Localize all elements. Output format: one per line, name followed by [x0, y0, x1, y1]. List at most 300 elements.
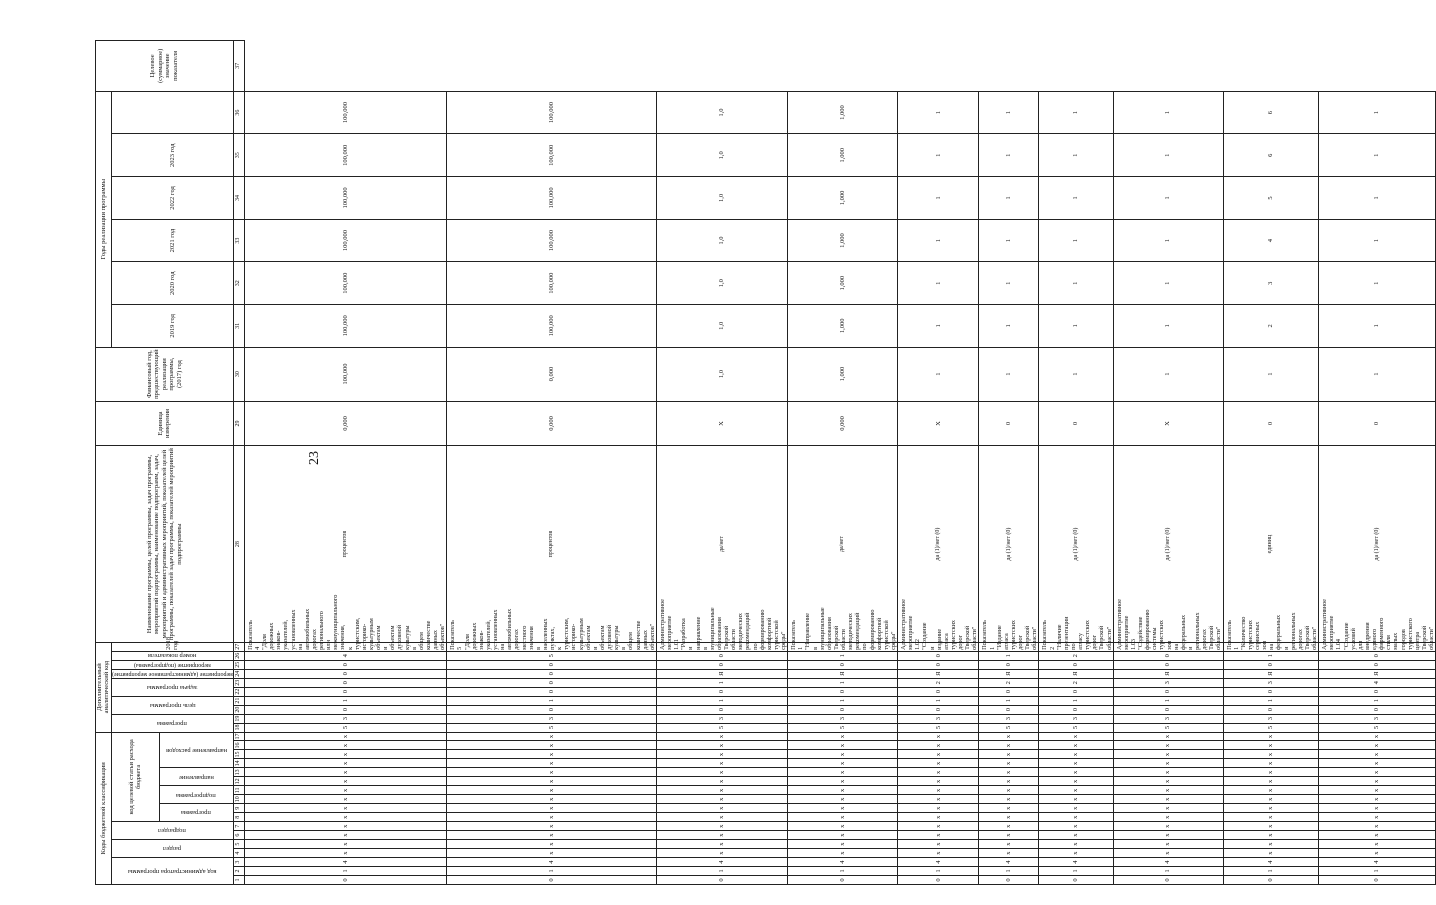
column-number: 16	[233, 741, 244, 750]
row-year-value: 1	[1113, 347, 1223, 401]
code-cell: х	[1039, 813, 1113, 822]
code-cell: х	[656, 777, 787, 786]
column-number: 19	[233, 714, 244, 723]
code-cell: х	[1223, 822, 1319, 831]
table-row	[447, 41, 657, 885]
code-cell: 5	[1039, 723, 1113, 732]
code-cell: х	[447, 786, 657, 795]
code-cell: Я	[788, 669, 898, 678]
row-name: Показатель 1 "Издание атласа туристских дорог Тверской области"	[979, 642, 1039, 651]
code-cell: 1	[656, 867, 787, 876]
row-name: Административное мероприятие 1.01 "Разработка и направление в муниципальные образования Тверской области методических рекомендаций по формированию комфортной туристской среды"	[656, 642, 787, 651]
code-cell: х	[656, 759, 787, 768]
row-year-value: 1	[1113, 305, 1223, 348]
code-cell: х	[656, 822, 787, 831]
code-cell: х	[656, 795, 787, 804]
column-number: 13	[233, 768, 244, 777]
row-year-value: 1	[1319, 305, 1436, 348]
code-cell: 4	[244, 858, 447, 867]
row-unit: да (1)/нет (0)	[1319, 446, 1436, 642]
code-cell: х	[244, 768, 447, 777]
code-cell: х	[1039, 786, 1113, 795]
code-cell: 0	[447, 669, 657, 678]
row-year-value: 1	[1113, 262, 1223, 305]
code-cell: х	[1113, 741, 1223, 750]
code-cell: 0	[788, 660, 898, 669]
row-year-value: 1	[979, 177, 1039, 220]
code-cell: х	[788, 732, 898, 741]
row-base-value: Х	[1113, 401, 1223, 446]
row-year-value: 1	[1319, 219, 1436, 262]
code-cell: х	[656, 831, 787, 840]
code-cell: Я	[898, 669, 979, 678]
csr-direction-expenses: направление расходов	[159, 732, 233, 768]
code-cell: 2	[1039, 651, 1113, 660]
table-row	[788, 41, 898, 885]
code-cell: х	[1223, 750, 1319, 759]
code-cell: х	[1113, 822, 1223, 831]
code-cell: 1	[244, 696, 447, 705]
add-col-goal: цель программы	[111, 696, 233, 714]
code-cell: х	[788, 750, 898, 759]
row-year-value: 1	[1113, 219, 1223, 262]
code-cell: 0	[979, 660, 1039, 669]
code-cell: х	[1319, 795, 1436, 804]
code-cell: 0	[656, 705, 787, 714]
code-cell: х	[979, 750, 1039, 759]
code-cell: х	[447, 822, 657, 831]
row-unit: да (1)/нет (0)	[1113, 446, 1223, 642]
column-number: 14	[233, 759, 244, 768]
code-cell: х	[656, 849, 787, 858]
row-base-value: 0	[979, 401, 1039, 446]
code-cell: 3	[1039, 714, 1113, 723]
code-cell: х	[1319, 777, 1436, 786]
code-cell: х	[898, 786, 979, 795]
code-cell: х	[656, 804, 787, 813]
code-cell: х	[1319, 804, 1436, 813]
code-cell: 0	[447, 687, 657, 696]
row-year-value: 1	[979, 134, 1039, 177]
code-cell: 3	[1113, 714, 1223, 723]
code-cell: 1	[788, 696, 898, 705]
base-year-header: Финансовый год, предшествующий реализации программы, (2017) год	[96, 347, 234, 401]
code-cell: 5	[656, 723, 787, 732]
code-cell: х	[788, 795, 898, 804]
code-cell: х	[1319, 750, 1436, 759]
row-year-value: 1,000	[788, 305, 898, 348]
code-cell: х	[656, 741, 787, 750]
row-base-value: 0,000	[447, 401, 657, 446]
code-cell: 0	[1113, 660, 1223, 669]
row-year-value: 100,000	[244, 177, 447, 220]
row-year-value: 100,000	[244, 134, 447, 177]
code-cell: х	[1039, 750, 1113, 759]
row-year-value: 6	[1223, 134, 1319, 177]
code-cell: х	[1113, 840, 1223, 849]
row-year-value: 100,000	[244, 219, 447, 262]
code-cell: 0	[979, 876, 1039, 885]
code-cell: 0	[656, 651, 787, 660]
code-cell: х	[898, 741, 979, 750]
code-cell: х	[979, 822, 1039, 831]
code-cell: 1	[1223, 696, 1319, 705]
row-unit: процентов	[244, 446, 447, 642]
row-year-value: 1,000	[788, 134, 898, 177]
code-cell: 1	[979, 651, 1039, 660]
csr-header: код целевой статьи расхода бюджета	[111, 732, 159, 822]
row-name: Административное мероприятие 1.03 "Содействие формированию системы туристских зон на федеральных и региональных дорогах Тверской области"	[1113, 642, 1223, 651]
code-cell: 1	[447, 867, 657, 876]
code-cell: 4	[898, 858, 979, 867]
row-base-value: 0	[1223, 401, 1319, 446]
code-cell: 1	[979, 696, 1039, 705]
code-cell: 4	[447, 858, 657, 867]
row-year-value: 1,0	[656, 305, 787, 348]
code-cell: х	[1113, 786, 1223, 795]
code-cell: 0	[898, 876, 979, 885]
row-year-value: 1	[979, 262, 1039, 305]
podrazdel-header: подраздел	[111, 822, 233, 840]
row-year-value: 0,000	[447, 347, 657, 401]
code-cell: 0	[244, 705, 447, 714]
row-year-value: 1	[898, 219, 979, 262]
column-number: 33	[233, 219, 244, 262]
code-cell: х	[244, 804, 447, 813]
code-cell: 1	[1113, 867, 1223, 876]
row-unit: да (1)/нет (0)	[1039, 446, 1113, 642]
row-target-value: 1,000	[788, 91, 898, 134]
unit-header: Единица измерения	[96, 401, 234, 446]
row-year-value: 5	[1223, 177, 1319, 220]
code-cell: 3	[447, 714, 657, 723]
code-cell: х	[244, 786, 447, 795]
table-row	[244, 41, 447, 885]
code-cell: 3	[1319, 714, 1436, 723]
code-cell: х	[898, 831, 979, 840]
row-year-value: 1	[898, 134, 979, 177]
row-year-value: 1	[1039, 347, 1113, 401]
column-number: 37	[233, 41, 244, 92]
row-year-value: 100,000	[447, 177, 657, 220]
code-cell: х	[244, 777, 447, 786]
code-cell: 2	[979, 678, 1039, 687]
code-cell: х	[1319, 840, 1436, 849]
code-cell: х	[656, 786, 787, 795]
code-cell: 0	[898, 660, 979, 669]
code-cell: х	[447, 768, 657, 777]
code-cell: 3	[656, 714, 787, 723]
code-cell: х	[1039, 759, 1113, 768]
code-cell: х	[1113, 750, 1223, 759]
code-cell: 4	[1223, 858, 1319, 867]
code-cell: х	[1223, 831, 1319, 840]
code-cell: 0	[788, 687, 898, 696]
code-cell: х	[244, 759, 447, 768]
add-col-program: программа	[111, 714, 233, 732]
row-target-value: 1	[979, 91, 1039, 134]
add-col-event: мероприятие (подпрограммы)	[111, 660, 233, 669]
column-number: 9	[233, 804, 244, 813]
column-number: 34	[233, 177, 244, 220]
code-cell: х	[1113, 831, 1223, 840]
row-year-value: 100,000	[244, 262, 447, 305]
code-cell: 1	[1319, 696, 1436, 705]
table-body	[244, 41, 1435, 885]
code-cell: 0	[447, 678, 657, 687]
code-cell: х	[244, 813, 447, 822]
code-cell: х	[1113, 732, 1223, 741]
code-cell: х	[979, 768, 1039, 777]
code-cell: х	[979, 813, 1039, 822]
code-cell: 0	[1039, 660, 1113, 669]
row-year-value: 1	[979, 347, 1039, 401]
code-cell: 4	[656, 858, 787, 867]
code-cell: 0	[979, 705, 1039, 714]
row-year-value: 1	[1113, 177, 1223, 220]
row-base-value: Х	[656, 401, 787, 446]
code-cell: х	[979, 840, 1039, 849]
code-cell: х	[1223, 786, 1319, 795]
code-cell: х	[244, 795, 447, 804]
row-base-value: 0	[1319, 401, 1436, 446]
code-cell: 1	[1039, 867, 1113, 876]
code-cell: х	[788, 849, 898, 858]
code-cell: х	[979, 759, 1039, 768]
code-cell: х	[1319, 831, 1436, 840]
code-cell: х	[447, 777, 657, 786]
row-year-value: 1,0	[656, 347, 787, 401]
row-unit: единиц	[1223, 446, 1319, 642]
code-cell: 4	[244, 651, 447, 660]
code-cell: х	[447, 795, 657, 804]
code-cell: х	[447, 849, 657, 858]
code-cell: 5	[1223, 723, 1319, 732]
column-number: 27	[233, 642, 244, 651]
code-cell: 1	[447, 696, 657, 705]
row-unit: да (1)/нет (0)	[979, 446, 1039, 642]
row-name: Административное мероприятие 1.02 "Создание и издание атласа туристских дорог Тверской области"	[898, 642, 979, 651]
code-cell: х	[656, 813, 787, 822]
code-cell: 1	[1223, 651, 1319, 660]
column-number: 22	[233, 687, 244, 696]
code-cell: 1	[1039, 696, 1113, 705]
code-cell: 0	[898, 651, 979, 660]
code-cell: 4	[1319, 858, 1436, 867]
row-target-value: 100,000	[244, 91, 447, 134]
column-number: 18	[233, 723, 244, 732]
additional-code-header: Дополнительный аналитический код	[96, 642, 112, 732]
csr-direction: направление	[159, 768, 233, 786]
code-cell: х	[1223, 813, 1319, 822]
code-cell: 0	[244, 687, 447, 696]
code-cell: х	[788, 768, 898, 777]
code-cell: х	[244, 840, 447, 849]
row-year-value: 100,000	[447, 262, 657, 305]
code-cell: х	[244, 750, 447, 759]
column-number: 36	[233, 91, 244, 134]
column-number: 31	[233, 305, 244, 348]
row-unit: да/нет	[788, 446, 898, 642]
code-cell: х	[447, 804, 657, 813]
code-cell: х	[1113, 813, 1223, 822]
row-year-value: 1	[1039, 134, 1113, 177]
row-year-value: 1,000	[788, 177, 898, 220]
column-number: 29	[233, 401, 244, 446]
column-number: 35	[233, 134, 244, 177]
code-cell: х	[788, 741, 898, 750]
code-cell: 3	[898, 714, 979, 723]
code-cell: х	[979, 831, 1039, 840]
row-year-value: 100,000	[447, 305, 657, 348]
row-year-value: 100,000	[447, 219, 657, 262]
code-cell: 0	[1113, 876, 1223, 885]
code-cell: х	[447, 840, 657, 849]
code-cell: х	[1039, 849, 1113, 858]
csr-subprogram: подпрограмма	[159, 786, 233, 804]
table-row	[898, 41, 979, 885]
codes-group-header: Коды бюджетной классификации	[96, 732, 112, 884]
row-base-value: 0,000	[788, 401, 898, 446]
code-cell: х	[898, 822, 979, 831]
row-unit: процентов	[447, 446, 657, 642]
code-cell: 1	[898, 696, 979, 705]
code-cell: 5	[447, 723, 657, 732]
row-unit: да/нет	[656, 446, 787, 642]
code-cell: х	[1319, 813, 1436, 822]
code-cell: 5	[788, 723, 898, 732]
row-year-value: 1,0	[656, 177, 787, 220]
code-cell: Я	[1113, 669, 1223, 678]
table-wrapper	[95, 40, 1436, 885]
row-year-value: 1	[1319, 262, 1436, 305]
code-cell: х	[898, 750, 979, 759]
row-year-value: 1	[979, 219, 1039, 262]
program-indicators-table	[95, 40, 1436, 885]
column-number: 26	[233, 651, 244, 660]
code-cell: х	[1039, 741, 1113, 750]
row-year-value: 1,0	[656, 219, 787, 262]
column-number: 30	[233, 347, 244, 401]
code-cell: х	[1039, 732, 1113, 741]
code-cell: 0	[1113, 651, 1223, 660]
code-cell: х	[788, 786, 898, 795]
code-cell: х	[788, 840, 898, 849]
column-number: 10	[233, 795, 244, 804]
table-row	[1039, 41, 1113, 885]
code-cell: х	[447, 741, 657, 750]
code-cell: 0	[447, 876, 657, 885]
row-year-value: 100,000	[244, 347, 447, 401]
code-cell: х	[898, 732, 979, 741]
code-cell: х	[1113, 768, 1223, 777]
code-cell: х	[1319, 741, 1436, 750]
row-year-value: 1	[898, 262, 979, 305]
row-year-value: 1	[1319, 347, 1436, 401]
column-number: 8	[233, 813, 244, 822]
code-cell: х	[898, 804, 979, 813]
code-cell: х	[979, 804, 1039, 813]
column-number: 28	[233, 446, 244, 642]
column-number: 12	[233, 777, 244, 786]
code-cell: 1	[1113, 696, 1223, 705]
code-cell: х	[979, 849, 1039, 858]
code-cell: х	[244, 849, 447, 858]
row-name: Административное мероприятие 1.04 "Создание условий для внедрения единого фирменного стиля малых городов туристского центра Тверской области"	[1319, 642, 1436, 651]
row-target-value: 100,000	[447, 91, 657, 134]
code-cell: х	[898, 795, 979, 804]
row-year-value: 1	[1039, 219, 1113, 262]
code-cell: х	[1039, 777, 1113, 786]
code-cell: Я	[656, 669, 787, 678]
code-cell: 4	[1113, 858, 1223, 867]
code-cell: х	[1113, 804, 1223, 813]
code-cell: Я	[1223, 669, 1319, 678]
code-cell: х	[898, 840, 979, 849]
table-row	[1223, 41, 1319, 885]
row-year-value: 1	[1319, 134, 1436, 177]
code-cell: х	[1319, 768, 1436, 777]
code-cell: 3	[979, 714, 1039, 723]
year-2021-header: 2021 год	[111, 219, 233, 262]
row-year-value: 3	[1223, 262, 1319, 305]
column-number: 17	[233, 732, 244, 741]
code-cell: х	[244, 741, 447, 750]
column-number: 4	[233, 849, 244, 858]
column-number: 32	[233, 262, 244, 305]
add-col-admin-event: мероприятие (административное мероприятие)	[111, 670, 233, 677]
code-cell: х	[1039, 822, 1113, 831]
csr-program: программа	[159, 804, 233, 822]
code-cell: 0	[1319, 660, 1436, 669]
code-cell: 0	[1113, 705, 1223, 714]
column-number: 3	[233, 858, 244, 867]
row-base-value: 0	[1039, 401, 1113, 446]
code-cell: х	[447, 750, 657, 759]
admin-code-header: код администратора программы	[111, 858, 233, 885]
column-number: 15	[233, 750, 244, 759]
code-cell: 4	[979, 858, 1039, 867]
row-year-value: 4	[1223, 219, 1319, 262]
row-year-value: 1	[1319, 177, 1436, 220]
row-year-value: 1	[1039, 262, 1113, 305]
year-2018-header: 2018 год	[111, 642, 233, 651]
code-cell: 0	[1223, 876, 1319, 885]
year-2020-header: 2020 год	[111, 262, 233, 305]
code-cell: 0	[244, 669, 447, 678]
column-number: 23	[233, 678, 244, 687]
code-cell: 5	[1319, 723, 1436, 732]
code-cell: х	[447, 759, 657, 768]
row-year-value: 1,0	[656, 262, 787, 305]
code-cell: 0	[1319, 705, 1436, 714]
code-cell: Я	[1039, 669, 1113, 678]
code-cell: х	[447, 813, 657, 822]
code-cell: х	[656, 840, 787, 849]
code-cell: х	[244, 822, 447, 831]
code-cell: х	[898, 813, 979, 822]
code-cell: 1	[788, 678, 898, 687]
row-target-value: 1,0	[656, 91, 787, 134]
code-cell: 0	[1319, 687, 1436, 696]
code-cell: 4	[1039, 858, 1113, 867]
row-base-value: 0,000	[244, 401, 447, 446]
table-row	[1113, 41, 1223, 885]
code-cell: х	[979, 786, 1039, 795]
year-2019-header: 2019 год	[111, 305, 233, 348]
code-cell: х	[898, 849, 979, 858]
code-cell: х	[1319, 732, 1436, 741]
